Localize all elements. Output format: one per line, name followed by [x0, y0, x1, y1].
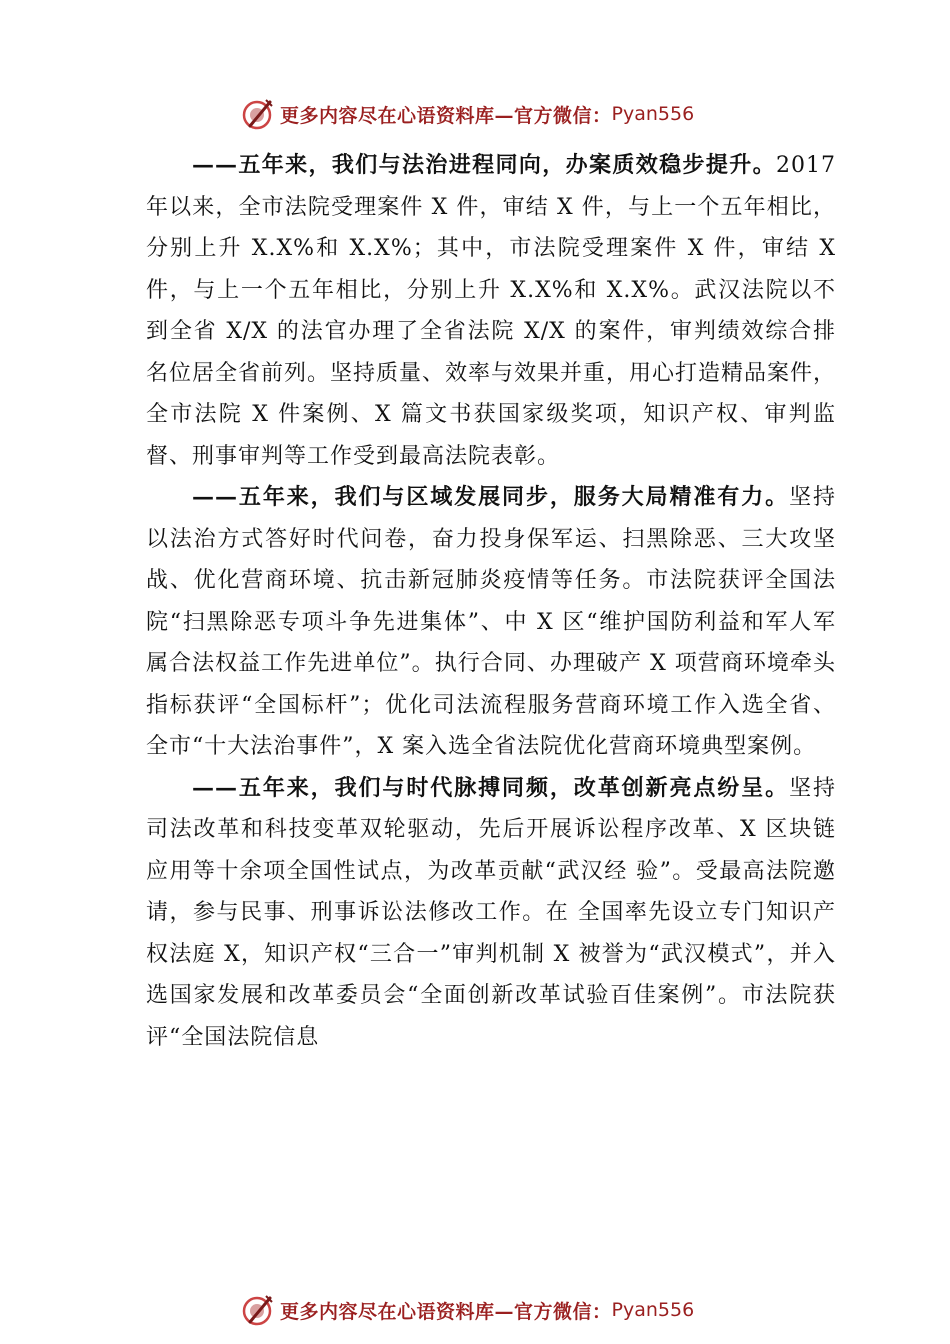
- banner-text: 更多内容尽在心语资料库—官方微信：: [280, 104, 612, 127]
- paragraph-heading: ——五年来，我们与时代脉搏同频，改革创新亮点纷呈。: [192, 774, 790, 801]
- seal-logo-icon: [240, 96, 276, 132]
- banner-wechat-id: Pyan556: [611, 103, 695, 125]
- paragraph: [146, 477, 836, 768]
- paragraph-body: 2017 年以来，全市法院受理案件 X 件，审结 X 件，与上一个五年相比，分别上升 X.X%和 X.X%；其中，市法院受理案件 X 件，审结 X 件，与上一个五年相比，分别上升 X.X%和 X.X%。武汉法院以不到全省 X/X 的法官办理了全省法院 X/X 的案件，审判绩效综合排名位居全省前列。坚持质量、效率与效果并重，用心打造精品案件，全市法院 X 件案例、X 篇文书获国家级奖项，知识产权、审判监督、刑事审判等工作受到最高法院表彰。: [146, 153, 837, 469]
- paragraph-body: 坚持以法治方式答好时代问卷，奋力投身保军运、扫黑除恶、三大攻坚战、优化营商环境、抗击新冠肺炎疫情等任务。市法院获评全国法院“扫黑除恶专项斗争先进集体”、中 X 区“维护国防利益和军人军属合法权益工作先进单位”。执行合同、办理破产 X 项营商环境牵头指标获评“全国标杆”；优化司法流程服务营商环境工作入选全省、全市“十大法治事件”，X 案入选全省法院优化营商环境典型案例。: [146, 485, 836, 759]
- banner-wechat-id: Pyan556: [611, 1299, 695, 1321]
- paragraph: [146, 768, 836, 1059]
- header-banner: [240, 94, 694, 134]
- document-body: [146, 145, 836, 1058]
- seal-logo-icon: [240, 1292, 276, 1328]
- paragraph-body: 坚持司法改革和科技变革双轮驱动，先后开展诉讼程序改革、X 区块链应用等十余项全国性试点，为改革贡献“武汉经 验”。受最高法院邀请，参与民事、刑事诉讼法修改工作。在 全国率先设立专门知识产权法庭 X，知识产权“三合一”审判机制 X 被誉为“武汉模式”，并入选国家发展和改革委员会“全面创新改革试验百佳案例”。市法院获评“全国法院信息: [146, 775, 836, 1050]
- banner-text: 更多内容尽在心语资料库—官方微信：: [280, 1300, 612, 1323]
- paragraph-heading: ——五年来，我们与法治进程同向，办案质效稳步提升。: [192, 152, 776, 178]
- paragraph: [146, 145, 836, 477]
- footer-banner: [240, 1290, 694, 1330]
- paragraph-heading: ——五年来，我们与区域发展同步，服务大局精准有力。: [192, 484, 790, 510]
